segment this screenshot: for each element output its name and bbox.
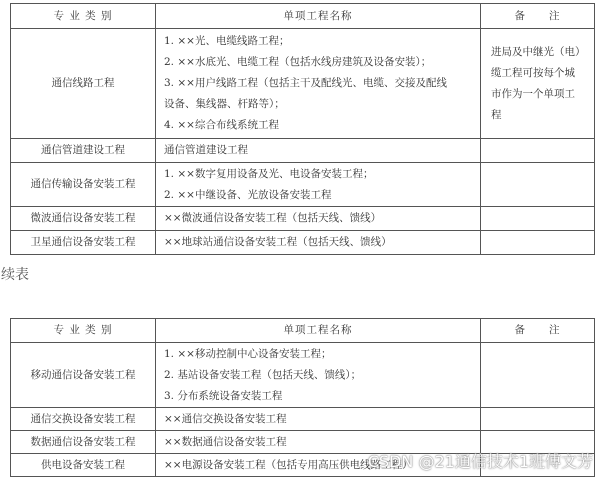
row-projects: [156, 29, 481, 139]
header-category: 专 业 类 别: [11, 4, 156, 29]
row-remark: [481, 139, 595, 163]
row-projects: [156, 163, 481, 207]
project-item: 1. ××移动控制中心设备安装工程；: [164, 347, 332, 360]
row-category: 供电设备安装工程: [11, 454, 156, 477]
row-category: 移动通信设备安装工程: [11, 343, 156, 408]
row-category: 通信管道建设工程: [11, 139, 156, 163]
header-remarks: 备 注: [481, 319, 595, 343]
project-item: 4. ××综合布线系统工程: [164, 119, 279, 131]
table-header-row: [11, 4, 595, 29]
table-row: [11, 408, 595, 431]
row-remark: [481, 231, 595, 255]
project-item: 3. ××用户线路工程（包括主干及配线光、电缆、交接及配线: [164, 77, 447, 89]
continued-label: 续表: [1, 267, 29, 283]
table-row: [11, 207, 595, 231]
row-category: 通信线路工程: [11, 29, 156, 139]
table-row: [11, 29, 595, 139]
row-projects: [156, 139, 481, 163]
row-projects: [156, 408, 481, 431]
project-item: 2. ××水底光、电缆工程（包括水线房建筑及设备安装）；: [164, 56, 432, 68]
row-category: 通信传输设备安装工程: [11, 163, 156, 207]
project-item: ××数据通信设备安装工程: [164, 435, 287, 448]
header-category: 专 业 类 别: [11, 319, 156, 343]
table-row: [11, 163, 595, 207]
project-item: 设备、集线器、杆路等）；: [164, 98, 285, 110]
project-item: ××地球站通信设备安装工程（包括天线、馈线）: [164, 236, 392, 248]
project-item: 2. ××中继设备、光放设备安装工程: [164, 188, 332, 201]
header-project-name: 单项工程名称: [156, 319, 481, 343]
watermark: CSDN @21通信技术1班傅文芳: [367, 452, 593, 471]
row-category: 微波通信设备安装工程: [11, 207, 156, 231]
table-row: [11, 231, 595, 255]
row-remark: 进局及中继光（电）缆工程可按每个城市作为一个单项工程: [481, 29, 595, 139]
header-remarks: 备 注: [481, 4, 595, 29]
project-item: 1. ××光、电缆线路工程；: [164, 35, 290, 47]
row-projects: [156, 231, 481, 255]
row-remark: [481, 163, 595, 207]
table-header-row: [11, 319, 595, 343]
row-projects: [156, 343, 481, 408]
table-row: [11, 343, 595, 408]
project-table-1: [10, 3, 595, 255]
row-category: 卫星通信设备安装工程: [11, 231, 156, 255]
row-projects: [156, 207, 481, 231]
project-item: 3. 分布系统设备安装工程: [164, 389, 283, 402]
project-item: 2. 基站设备安装工程（包括天线、馈线）；: [164, 368, 362, 381]
row-remark: [481, 343, 595, 408]
row-category: 数据通信设备安装工程: [11, 431, 156, 454]
project-item: ××微波通信设备安装工程（包括天线、馈线）: [164, 212, 382, 224]
row-remark: [481, 408, 595, 431]
project-item: 通信管道建设工程: [164, 144, 248, 156]
row-remark: [481, 207, 595, 231]
header-project-name: 单项工程名称: [156, 4, 481, 29]
project-item: 1. ××数字复用设备及光、电设备安装工程；: [164, 167, 374, 180]
row-category: 通信交换设备安装工程: [11, 408, 156, 431]
project-item: ××通信交换设备安装工程: [164, 412, 287, 425]
table-row: [11, 139, 595, 163]
project-item: ××电源设备安装工程（包括专用高压供电线路工程）: [164, 458, 413, 471]
